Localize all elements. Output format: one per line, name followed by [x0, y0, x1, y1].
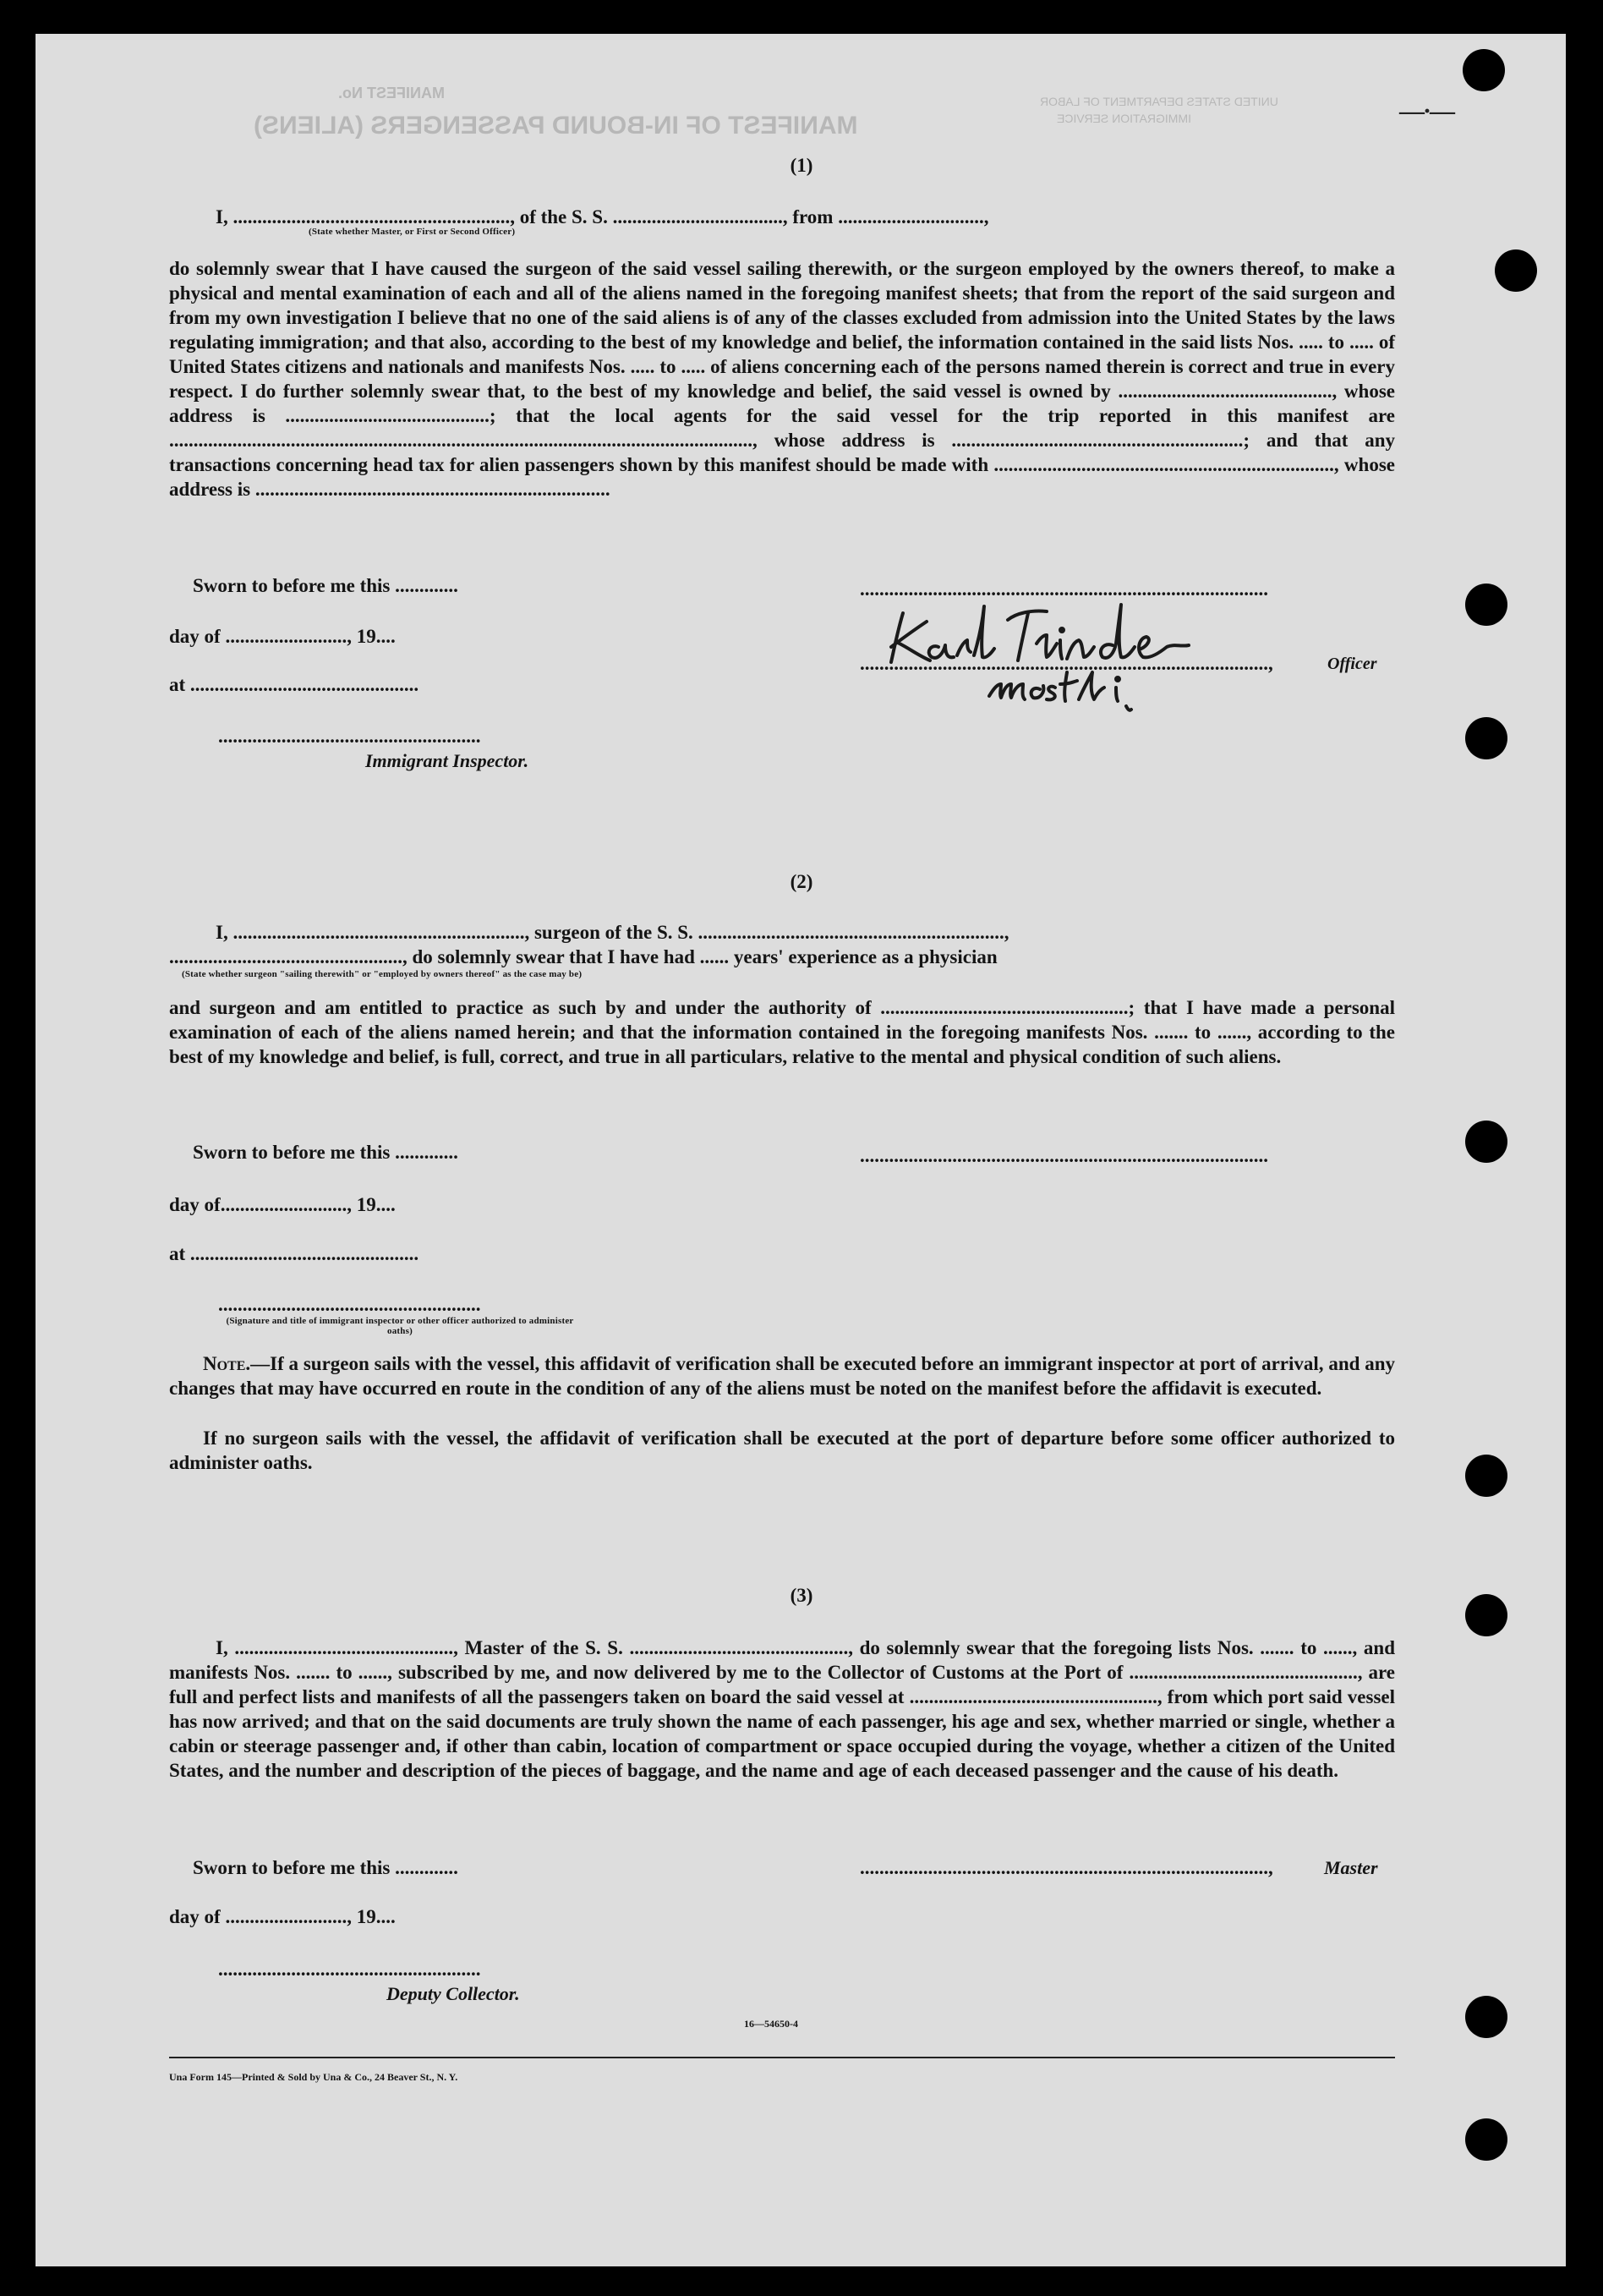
ghost-header-line: MANIFEST No.	[338, 85, 445, 101]
section3-master-line: ....................................................................................,	[860, 1857, 1273, 1878]
officer-signature	[879, 596, 1209, 715]
punch-hole	[1495, 249, 1537, 292]
section2-day: day of.........................., 19....	[169, 1194, 396, 1215]
section1-officer-line-top: ....................................................................................	[860, 578, 1268, 600]
punch-hole	[1465, 717, 1507, 759]
form-code: 16—54650-4	[744, 2018, 798, 2030]
punch-hole	[1465, 1455, 1507, 1497]
note-text: —If a surgeon sails with the vessel, this affidavit of verification shall be executed before an immigrant inspector at port of arrival, and any changes that may have occurred en route in the condition of any of the aliens must be noted on the manifest before the affidavit is executed.	[169, 1353, 1395, 1399]
section1-inspector-title: Immigrant Inspector.	[365, 750, 529, 771]
section3-master-title: Master	[1324, 1857, 1378, 1878]
punch-hole	[1465, 1996, 1507, 2038]
section3-number: (3)	[790, 1585, 813, 1606]
section3-day: day of ........................., 19....	[169, 1906, 396, 1927]
section1-at: at ...............................................	[169, 674, 419, 695]
section2-at: at ...............................................	[169, 1243, 419, 1264]
section3-paragraph: I, ............................................., Master of the S. S. ............................................., do solemnly swear that the foregoing lists Nos. ....... to ......, and manifests Nos. ....... to ......, subscribed by me, and now delivered by me to the Collector of Customs at the Port of ..............................................., are full and perfect lists and manifests of all the passengers taken on board the said vessel at ..................................................., from which port said vessel has now arrived; and that on the said documents are truly shown the name of each passenger, his age and sex, whether married or single, whether a cabin or steerage passenger and, if other than cabin, location of compartment or space occupied during the voyage, whether a citizen of the United States, and the number and description of the pieces of baggage, and the name and age of each deceased passenger and the cause of his death.	[169, 1637, 1395, 1781]
section1-inspector-line: ......................................................	[218, 726, 481, 747]
ghost-header-line: IMMIGRATION SERVICE	[1057, 112, 1191, 125]
section1-day: day of ........................., 19....	[169, 626, 396, 647]
section1-line1-note: (State whether Master, or First or Second Officer)	[309, 227, 516, 237]
section1-officer-line: ....................................................................................,	[860, 653, 1273, 674]
section1-sworn: Sworn to before me this .............	[193, 575, 458, 596]
section1-officer-title: Officer	[1327, 655, 1377, 673]
section2-paragraph: and surgeon and am entitled to practice as such by and under the authority of ...................................................; that I have made a personal examination of each of the aliens named herein; and that the information contained in the foregoing manifests Nos. ....... to ......, according to the best of my knowledge and belief, is full, correct, and true in all particulars, relative to the mental and physical condition of such aliens.	[169, 997, 1395, 1067]
section1-line1: I, ........................................................., of the S. S. ..................................., from ..............................,	[216, 206, 989, 227]
punch-hole	[1465, 584, 1507, 626]
section2-note2: If no surgeon sails with the vessel, the affidavit of verification shall be executed at the port of departure before some officer authorized to administer oaths.	[169, 1427, 1395, 1473]
section2-line2: ................................................, do solemnly swear that I have had ...... years' experience as a physician	[169, 946, 998, 967]
section2-number: (2)	[790, 871, 813, 892]
punch-hole	[1463, 49, 1505, 91]
footer-rule	[169, 2057, 1395, 2058]
section3-sworn: Sworn to before me this .............	[193, 1857, 458, 1878]
ghost-header-line: UNITED STATES DEPARTMENT OF LABOR	[1040, 95, 1278, 108]
section2-note1	[169, 1351, 1395, 1400]
note-label: Note.	[203, 1353, 251, 1374]
footer-form-note: Una Form 145—Printed & Sold by Una & Co., 24 Beaver St., N. Y.	[169, 2071, 458, 2083]
ghost-header-line: MANIFEST OF IN-BOUND PASSENGERS (ALIENS)	[254, 112, 858, 140]
section3-collector-title: Deputy Collector.	[386, 1983, 520, 2004]
punch-hole	[1465, 1121, 1507, 1163]
section2-inspector-note: (Signature and title of immigrant inspector or other officer authorized to administer oaths)	[226, 1316, 574, 1336]
section1-paragraph: do solemnly swear that I have caused the surgeon of the said vessel sailing therewith, or the surgeon employed by the owners thereof, to make a physical and mental examination of each and all of the aliens named in the foregoing manifest sheets; that from the report of the said surgeon and from my own investigation I believe that no one of the said aliens is of any of the classes excluded from admission into the United States by the laws regulating immigration; and that also, according to the best of my knowledge and belief, the information contained in the said lists Nos. ..... to ..... of United States citizens and nationals and manifests Nos. ..... to ..... of aliens concerning each of the persons named therein is correct and true in every respect. I do further solemnly swear that, to the best of my knowledge and belief, the said vessel is owned by ............................................, whose address is ..........................................; that the local agents for the said vessel for the trip reported in this manifest are ........................................................................................................................, whose address is ............................................................; and that any transactions concerning head tax for alien passengers shown by this manifest should be made with ......................................................................, whose address is .........................................................................	[169, 258, 1395, 500]
section2-sig-line: ....................................................................................	[860, 1145, 1268, 1166]
section1-number: (1)	[790, 155, 813, 176]
section2-line2-note: (State whether surgeon "sailing therewith" or "employed by owners thereof" as the case may be)	[182, 969, 583, 979]
section2-line1: I, ............................................................, surgeon of the S. S. ...............................................................,	[216, 922, 1009, 943]
punch-hole	[1465, 2118, 1507, 2161]
section2-sworn: Sworn to before me this .............	[193, 1142, 458, 1163]
corner-mark: —·—	[1399, 97, 1454, 125]
section3-collector-line: ......................................................	[218, 1959, 481, 1980]
section2-inspector-line: ......................................................	[218, 1294, 481, 1315]
